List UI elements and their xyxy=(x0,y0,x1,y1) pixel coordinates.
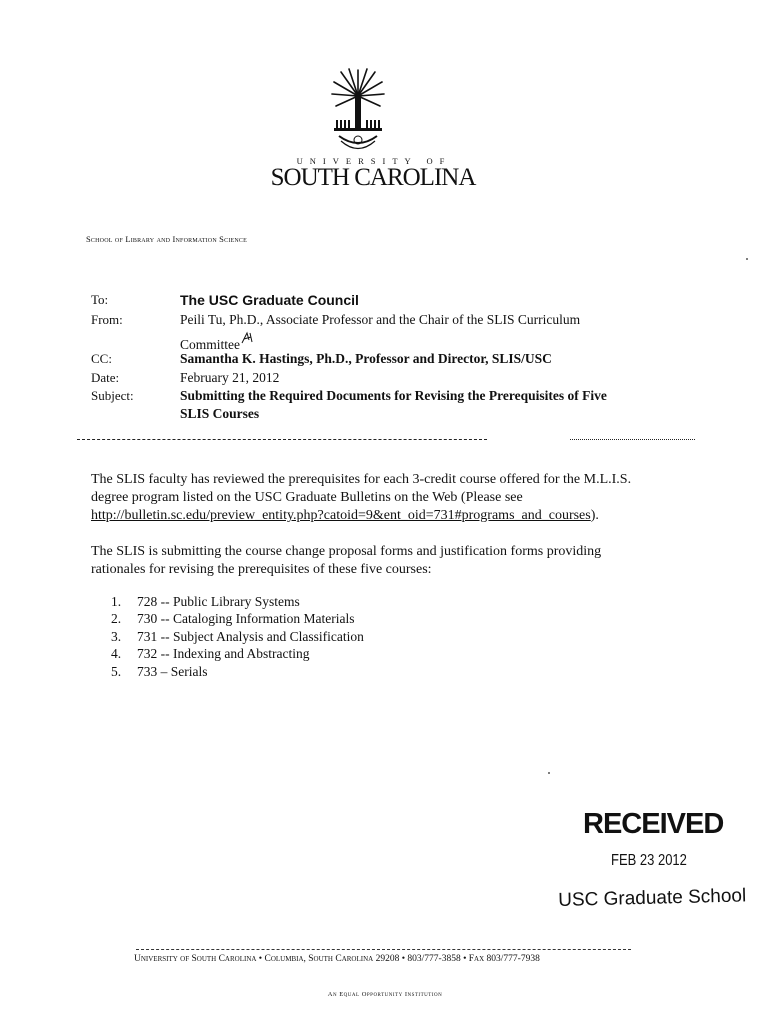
footer-equal-opportunity: An Equal Opportunity Institution xyxy=(327,991,443,998)
date-value: February 21, 2012 xyxy=(180,370,280,385)
paragraph-2 xyxy=(91,543,671,579)
list-item-number: 3. xyxy=(111,628,122,644)
scan-speck xyxy=(548,772,550,774)
paragraph-1-line-1: The SLIS faculty has reviewed the prerequisites for each 3-credit course offered for the M.L.I.S. xyxy=(91,472,632,487)
bulletin-link[interactable]: http://bulletin.sc.edu/preview_entity.php?catoid=9&ent_oid=731#programs_and_courses xyxy=(91,508,591,523)
to-value: The USC Graduate Council xyxy=(180,292,359,308)
header-divider xyxy=(77,439,487,440)
from-value-line1: Peili Tu, Ph.D., Associate Professor and the Chair of the SLIS Curriculum xyxy=(180,312,581,327)
list-item xyxy=(111,593,364,610)
department-name: School of Library and Information Science xyxy=(86,234,247,244)
list-item-number: 2. xyxy=(111,611,122,627)
paragraph-1-end: ). xyxy=(590,508,599,523)
from-value-committee: Committee xyxy=(180,337,240,352)
list-item-text: 732 -- Indexing and Abstracting xyxy=(137,646,310,662)
list-item-text: 731 -- Subject Analysis and Classification xyxy=(137,628,364,644)
received-stamp: RECEIVED xyxy=(583,808,724,840)
palmetto-logo-icon xyxy=(331,66,385,158)
list-item-text: 730 -- Cataloging Information Materials xyxy=(137,611,355,627)
paragraph-2-line-1: The SLIS is submitting the course change proposal forms and justification forms providing xyxy=(91,544,602,559)
initials-mark-icon xyxy=(240,331,254,345)
paragraph-2-line-2: rationales for revising the prerequisites of these five courses: xyxy=(91,562,432,577)
list-item xyxy=(111,610,364,627)
date-label: Date: xyxy=(91,370,120,385)
list-item-number: 5. xyxy=(111,663,122,679)
footer-address: University of South Carolina • Columbia, South Carolina 29208 • 803/777-3858 • Fax 803/777-7938 xyxy=(134,954,540,964)
subject-line1: Submitting the Required Documents for Revising the Prerequisites of Five xyxy=(180,388,607,403)
to-label: To: xyxy=(91,292,109,307)
from-value-line2 xyxy=(180,331,254,353)
list-item xyxy=(111,628,364,645)
list-item-number: 1. xyxy=(111,594,122,609)
received-stamp-date: FEB 23 2012 xyxy=(611,850,687,869)
cc-label: CC: xyxy=(91,351,112,366)
list-item-number: 4. xyxy=(111,646,122,662)
list-item-text: 728 -- Public Library Systems xyxy=(137,594,300,609)
subject-label: Subject: xyxy=(91,388,134,403)
paragraph-1 xyxy=(91,471,671,525)
list-item-text: 733 – Serials xyxy=(137,663,208,679)
university-line: UNIVERSITY OF xyxy=(296,156,452,166)
cc-value: Samantha K. Hastings, Ph.D., Professor and Director, SLIS/USC xyxy=(180,351,552,366)
from-label: From: xyxy=(91,312,123,327)
paragraph-1-line-2: degree program listed on the USC Graduate Bulletins on the Web (Please see xyxy=(91,490,523,505)
university-name: SOUTH CAROLINA xyxy=(270,164,476,191)
header-divider-right xyxy=(570,439,695,440)
list-item xyxy=(111,663,364,680)
course-list xyxy=(111,593,364,680)
subject-line2: SLIS Courses xyxy=(180,406,260,421)
received-stamp-school: USC Graduate School xyxy=(558,885,747,911)
footer-divider xyxy=(136,949,631,950)
list-item xyxy=(111,645,364,662)
scan-speck xyxy=(746,258,748,260)
paragraph-1-line-3 xyxy=(91,507,671,525)
